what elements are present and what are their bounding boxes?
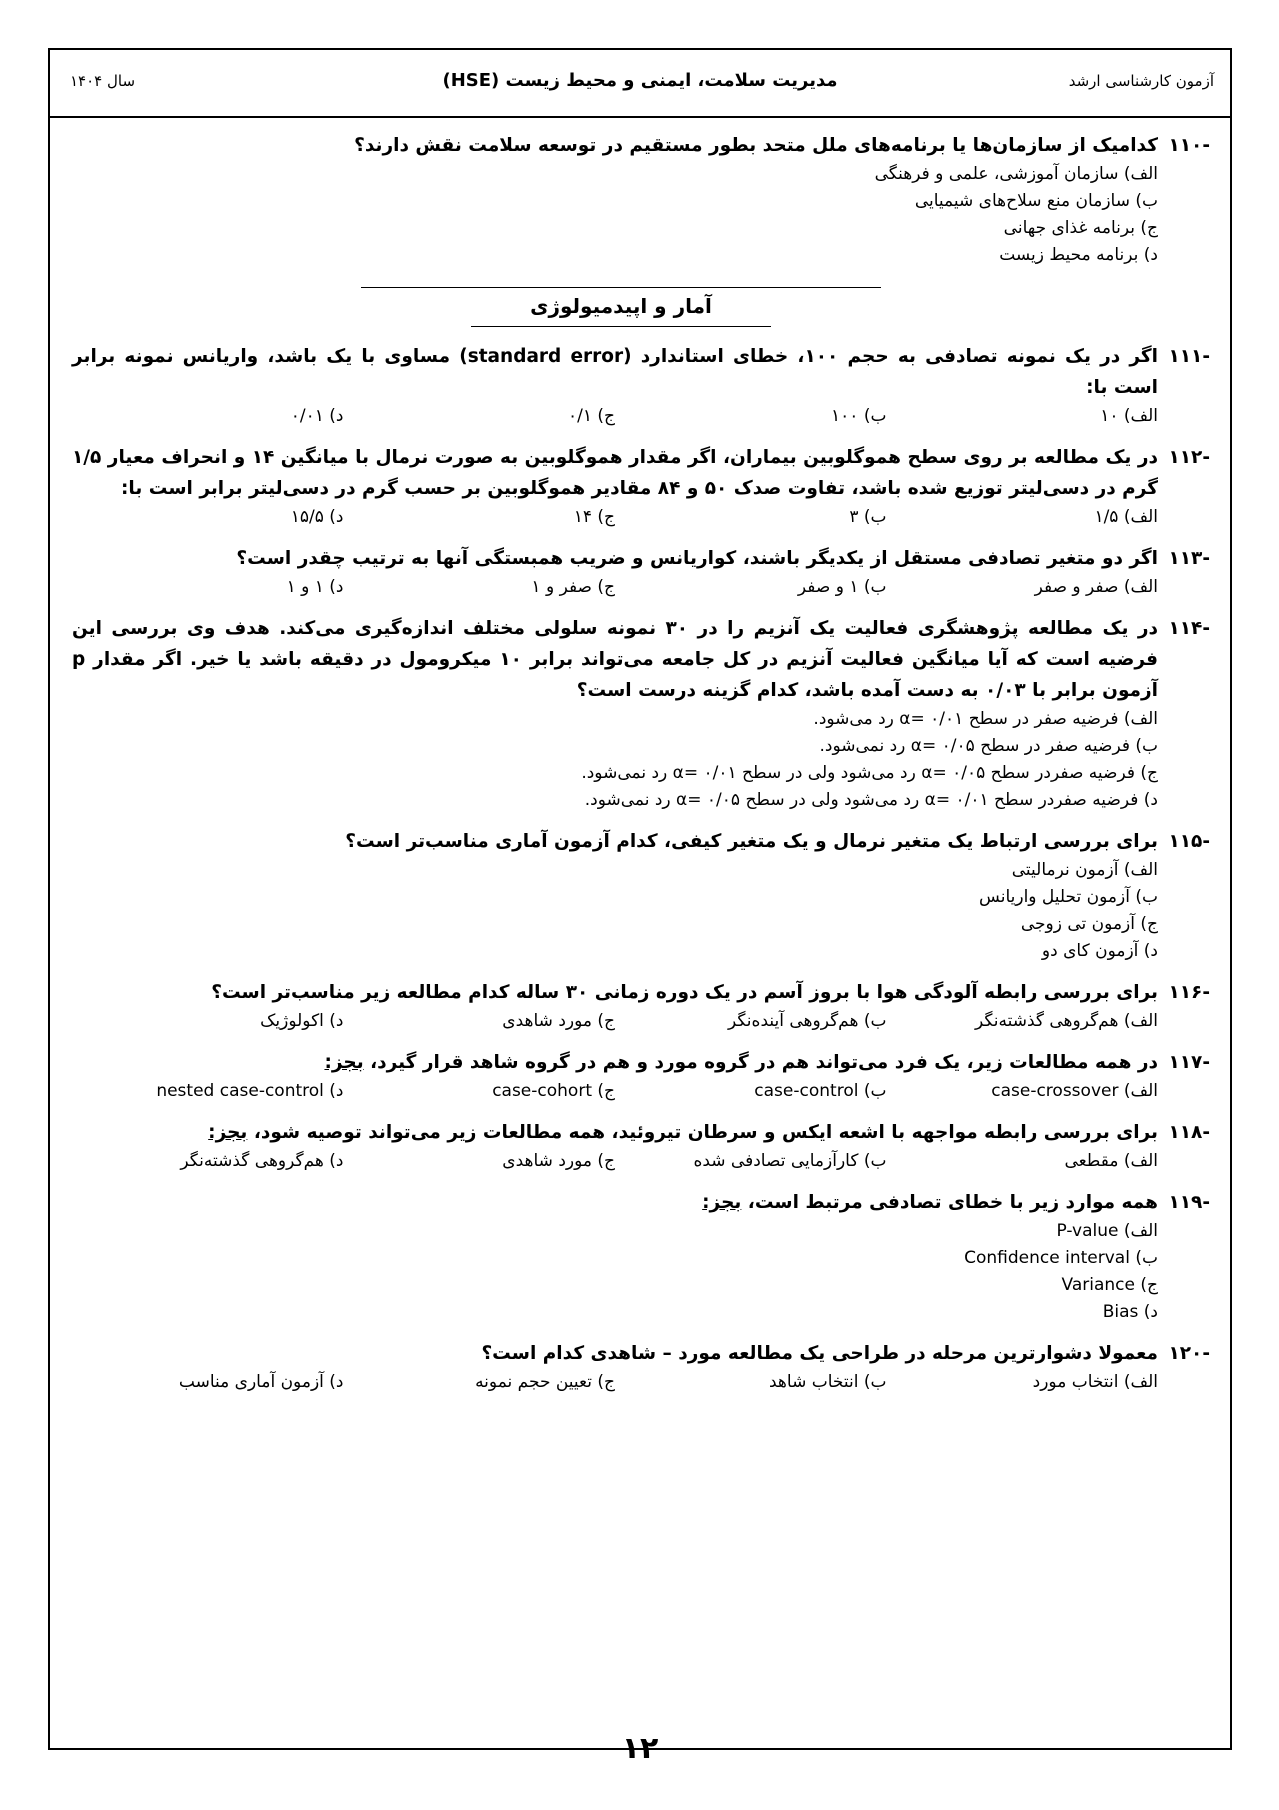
question-number: -۱۱۱: [1168, 346, 1210, 367]
question-113: [72, 543, 1210, 601]
option-b: ب) فرضیه صفر در سطح ۰/۰۵ =α رد نمی‌شود.: [819, 736, 1158, 756]
page-header: [50, 50, 1230, 118]
question-number: -۱۱۶: [1168, 982, 1210, 1003]
option-c: ج) Variance: [1061, 1275, 1158, 1295]
option-b: ب) ۳: [849, 507, 887, 527]
option-c: ج) ۱۴: [573, 507, 615, 527]
question-text: در یک مطالعه پژوهشگری فعالیت یک آنزیم را در ۳۰ نمونه سلولی مختلف اندازه‌گیری می‌کند. هدف وی بررسی این فرضیه است که آیا میانگین فعالیت آنزیم در کل جامعه می‌تواند برابر ۱۰ میکرومول در دقیقه باشد یا خیر. اگر مقدار p آزمون برابر با ۰/۰۳ به دست آمده باشد، کدام گزینه درست است؟: [72, 618, 1158, 701]
option-a: الف) ۱۰: [1100, 406, 1158, 426]
option-c: ج) ۰/۱: [567, 406, 615, 426]
question-number: -۱۱۸: [1168, 1122, 1210, 1143]
question-number: -۱۱۹: [1168, 1192, 1210, 1213]
option-a: الف) صفر و صفر: [1034, 577, 1158, 597]
option-d: د) هم‌گروهی گذشته‌نگر: [180, 1151, 344, 1171]
question-number: -۱۱۷: [1168, 1052, 1210, 1073]
exam-name: آزمون کارشناسی ارشد: [1068, 72, 1214, 90]
page-footer: [50, 1714, 1230, 1766]
option-d: د) ۱ و ۱: [286, 577, 344, 597]
except-marker: بجز:: [208, 1122, 248, 1143]
option-b: ب) case-control: [754, 1081, 887, 1101]
option-c: ج) صفر و ۱: [531, 577, 615, 597]
question-text: برای بررسی رابطه مواجهه با اشعه ایکس و سرطان تیروئید، همه مطالعات زیر می‌تواند توصیه شود،: [253, 1122, 1158, 1143]
question-text: کدامیک از سازمان‌ها یا برنامه‌های ملل متحد بطور مستقیم در توسعه سلامت نقش دارند؟: [354, 135, 1158, 156]
except-marker: بجز:: [702, 1192, 742, 1213]
option-a: الف) سازمان آموزشی، علمی و فرهنگی: [874, 164, 1158, 184]
question-115: [72, 826, 1210, 965]
question-text: همه موارد زیر با خطای تصادفی مرتبط است،: [747, 1192, 1158, 1213]
option-b: ب) کارآزمایی تصادفی شده: [693, 1151, 887, 1171]
option-c: ج) آزمون تی زوجی: [1020, 914, 1158, 934]
option-c: ج) فرضیه صفردر سطح ۰/۰۵ =α رد می‌شود ولی در سطح ۰/۰۱ =α رد نمی‌شود.: [581, 763, 1158, 783]
option-a: الف) ۱/۵: [1094, 507, 1158, 527]
option-d: د) آزمون آماری مناسب: [178, 1372, 344, 1392]
page-frame: [48, 48, 1232, 1766]
question-111: [72, 341, 1210, 430]
question-number: -۱۱۳: [1168, 548, 1210, 569]
option-b: ب) هم‌گروهی آینده‌نگر: [728, 1011, 887, 1031]
question-text: معمولا دشوارترین مرحله در طراحی یک مطالعه مورد – شاهدی کدام است؟: [481, 1343, 1158, 1364]
question-number: -۱۱۵: [1168, 831, 1210, 852]
option-d: د) فرضیه صفردر سطح ۰/۰۱ =α رد می‌شود ولی در سطح ۰/۰۵ =α رد نمی‌شود.: [584, 790, 1158, 810]
question-text: اگر در یک نمونه تصادفی به حجم ۱۰۰، خطای استاندارد (standard error) مساوی با یک باشد، واریانس نمونه برابر است با:: [72, 346, 1158, 398]
question-number: -۱۱۴: [1168, 618, 1210, 639]
question-116: [72, 977, 1210, 1035]
option-b: ب) Confidence interval: [964, 1248, 1158, 1268]
question-text: برای بررسی ارتباط یک متغیر نرمال و یک متغیر کیفی، کدام آزمون آماری مناسب‌تر است؟: [345, 831, 1158, 852]
option-a: الف) آزمون نرمالیتی: [1011, 860, 1158, 880]
option-d: د) اکولوژیک: [260, 1011, 344, 1031]
except-marker: بجز:: [324, 1052, 364, 1073]
option-b: ب) آزمون تحلیل واریانس: [979, 887, 1158, 907]
question-number: -۱۱۲: [1168, 447, 1210, 468]
question-number: -۱۲۰: [1168, 1343, 1210, 1364]
question-text: اگر دو متغیر تصادفی مستقل از یکدیگر باشند، کواریانس و ضریب همبستگی آنها به ترتیب چقدر است؟: [236, 548, 1158, 569]
question-120: [72, 1338, 1210, 1396]
question-110: [72, 130, 1210, 269]
option-b: ب) انتخاب شاهد: [769, 1372, 887, 1392]
option-d: د) ۱۵/۵: [290, 507, 344, 527]
section-title: آمار و اپیدمیولوژی: [361, 287, 881, 327]
option-b: ب) ۱ و صفر: [797, 577, 887, 597]
question-number: -۱۱۰: [1168, 135, 1210, 156]
option-c: ج) مورد شاهدی: [502, 1011, 615, 1031]
option-b: ب) سازمان منع سلاح‌های شیمیایی: [914, 191, 1158, 211]
option-a: الف) هم‌گروهی گذشته‌نگر: [974, 1011, 1158, 1031]
question-117: [72, 1047, 1210, 1105]
option-c: ج) case-cohort: [492, 1081, 615, 1101]
option-d: د) آزمون کای دو: [1041, 941, 1158, 961]
question-112: [72, 442, 1210, 531]
question-118: [72, 1117, 1210, 1175]
questions-content: [72, 130, 1210, 1408]
question-119: [72, 1187, 1210, 1326]
option-a: الف) P-value: [1056, 1221, 1158, 1241]
option-d: د) ۰/۰۱: [290, 406, 344, 426]
option-a: الف) مقطعی: [1064, 1151, 1158, 1171]
question-114: [72, 613, 1210, 814]
option-d: د) برنامه محیط زیست: [999, 245, 1158, 265]
option-d: د) nested case-control: [156, 1081, 344, 1101]
option-c: ج) برنامه غذای جهانی: [1003, 218, 1158, 238]
question-text: برای بررسی رابطه آلودگی هوا با بروز آسم در یک دوره زمانی ۳۰ ساله کدام مطالعه زیر مناسب‌تر است؟: [211, 982, 1158, 1003]
page-number: ۱۲: [621, 1731, 659, 1766]
subject-title: مدیریت سلامت، ایمنی و محیط زیست (HSE): [442, 70, 838, 91]
option-a: الف) فرضیه صفر در سطح ۰/۰۱ =α رد می‌شود.: [813, 709, 1158, 729]
option-c: ج) مورد شاهدی: [502, 1151, 615, 1171]
exam-year: سال ۱۴۰۴: [70, 72, 136, 90]
question-text: در همه مطالعات زیر، یک فرد می‌تواند هم در گروه مورد و هم در گروه شاهد قرار گیرد،: [370, 1052, 1158, 1073]
option-a: الف) انتخاب مورد: [1032, 1372, 1158, 1392]
option-a: الف) case-crossover: [991, 1081, 1158, 1101]
option-c: ج) تعیین حجم نمونه: [475, 1372, 615, 1392]
option-b: ب) ۱۰۰: [831, 406, 887, 426]
question-text: در یک مطالعه بر روی سطح هموگلوبین بیماران، اگر مقدار هموگلوبین به صورت نرمال با میانگین ۱۴ و انحراف معیار ۱/۵ گرم در دسی‌لیتر توزیع شده باشد، تفاوت صدک ۵۰ و ۸۴ مقادیر هموگلوبین بر حسب گرم در دسی‌لیتر برابر است با:: [72, 447, 1158, 499]
option-d: د) Bias: [1102, 1302, 1158, 1322]
